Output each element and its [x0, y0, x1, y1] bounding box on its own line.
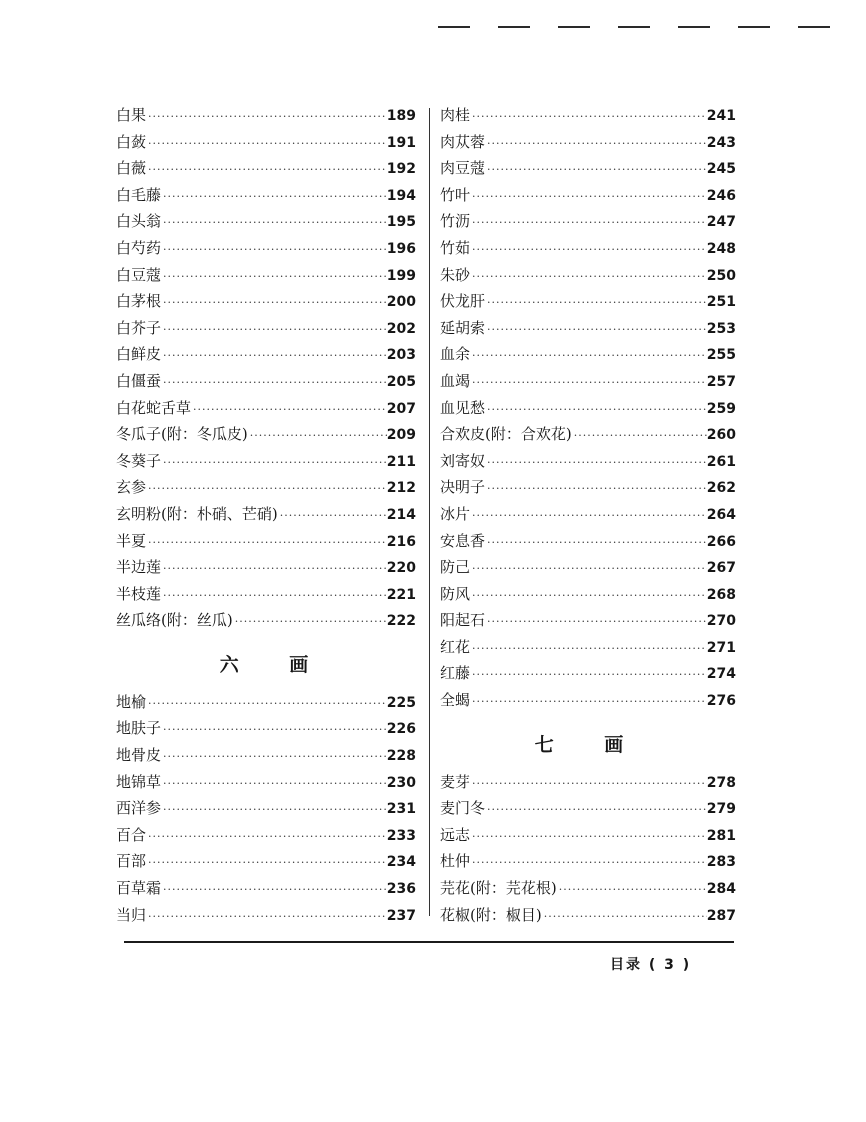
entry-title: 竹叶 [440, 185, 471, 204]
entry-page-number: 202 [386, 320, 416, 337]
toc-entry [440, 824, 736, 851]
dot-leader [146, 482, 387, 495]
entry-title: 肉豆蔻 [440, 159, 486, 178]
entry-page-number: 237 [386, 907, 416, 924]
entry-title: 半边莲 [116, 558, 162, 577]
toc-entry [440, 317, 736, 344]
entry-title: 白僵蚕 [116, 371, 162, 390]
toc-entry [116, 184, 416, 211]
dot-leader [470, 642, 707, 655]
toc-entry [116, 583, 416, 610]
dot-leader [161, 562, 387, 575]
dot-leader [485, 482, 707, 495]
toc-entry [116, 797, 416, 824]
dot-leader [161, 270, 387, 283]
entry-page-number: 192 [386, 161, 416, 178]
dot-leader [161, 216, 387, 229]
entry-title: 地锦草 [116, 772, 162, 791]
dot-leader [470, 856, 707, 869]
entry-page-number: 247 [706, 214, 736, 231]
entry-page-number: 225 [386, 694, 416, 711]
dot-leader [470, 270, 707, 283]
left-column [116, 104, 416, 930]
toc-entry [116, 744, 416, 771]
entry-page-number: 222 [386, 613, 416, 630]
entry-title: 白豆蔻 [116, 265, 162, 284]
dot-leader [470, 216, 707, 229]
entry-title: 安息香 [440, 531, 486, 550]
toc-entry [116, 104, 416, 131]
dot-leader [485, 323, 707, 336]
toc-entry [116, 476, 416, 503]
entry-title: 玄参 [116, 478, 147, 497]
dot-leader [557, 883, 707, 896]
entry-page-number: 261 [706, 453, 736, 470]
entry-page-number: 220 [386, 560, 416, 577]
entry-title: 决明子 [440, 478, 486, 497]
toc-entry [440, 904, 736, 931]
entry-title: 冰片 [440, 504, 471, 523]
dot-leader [161, 349, 387, 362]
entry-title: 阳起石 [440, 611, 486, 630]
entry-title: 血余 [440, 345, 471, 364]
column-divider [429, 108, 430, 916]
entry-title: 肉桂 [440, 106, 471, 124]
entry-page-number: 196 [386, 240, 416, 257]
right-entries-list-2 [440, 771, 736, 931]
entry-title: 防风 [440, 584, 471, 603]
entry-page-number: 248 [706, 240, 736, 257]
entry-title: 冬瓜子(附：冬瓜皮) [116, 425, 248, 444]
entry-title: 百部 [116, 852, 147, 871]
entry-title: 半夏 [116, 531, 147, 550]
dot-leader [470, 349, 707, 362]
entry-title: 防己 [440, 558, 471, 577]
entry-title: 地骨皮 [116, 746, 162, 765]
section-heading-six-strokes: 六 画 [219, 653, 331, 676]
entry-page-number: 209 [386, 427, 416, 444]
toc-entry [440, 343, 736, 370]
dot-leader [485, 163, 707, 176]
toc-entry [440, 797, 736, 824]
entry-page-number: 274 [706, 666, 736, 683]
entry-page-number: 236 [386, 881, 416, 898]
toc-entry [116, 771, 416, 798]
section-heading-seven-strokes: 七 画 [534, 733, 646, 756]
dot-leader [161, 376, 387, 389]
dot-leader [146, 163, 387, 176]
toc-entry [440, 877, 736, 904]
entry-title: 白蔹 [116, 132, 147, 151]
toc-entry [116, 423, 416, 450]
dot-leader [161, 456, 387, 469]
dot-leader [470, 376, 707, 389]
dot-leader [470, 668, 707, 681]
toc-entry [116, 317, 416, 344]
entry-page-number: 194 [386, 187, 416, 204]
dot-leader [470, 509, 707, 522]
entry-title: 远志 [440, 825, 471, 844]
dot-leader [470, 562, 707, 575]
toc-entry [440, 370, 736, 397]
toc-entry [116, 370, 416, 397]
toc-entry [116, 290, 416, 317]
toc-entry [116, 503, 416, 530]
entry-page-number: 255 [706, 347, 736, 364]
entry-title: 当归 [116, 905, 147, 924]
toc-entry [116, 210, 416, 237]
toc-entry [440, 636, 736, 663]
entry-title: 朱砂 [440, 265, 471, 284]
toc-entry [116, 691, 416, 718]
dot-leader [233, 615, 387, 628]
entry-page-number: 189 [386, 108, 416, 124]
entry-page-number: 214 [386, 506, 416, 523]
entry-page-number: 279 [706, 801, 736, 818]
entry-title: 白芥子 [116, 318, 162, 337]
toc-entry [440, 689, 736, 716]
entry-title: 竹沥 [440, 212, 471, 231]
dot-leader [572, 429, 707, 442]
toc-entry [116, 264, 416, 291]
entry-page-number: 203 [386, 347, 416, 364]
dot-leader [146, 536, 387, 549]
toc-entry [440, 157, 736, 184]
dot-leader [278, 509, 387, 522]
entry-title: 半枝莲 [116, 584, 162, 603]
toc-entry [116, 157, 416, 184]
dot-leader [470, 243, 707, 256]
entry-page-number: 221 [386, 586, 416, 603]
entry-title: 合欢皮(附：合欢花) [440, 425, 572, 444]
dot-leader [485, 137, 707, 150]
toc-entry [440, 530, 736, 557]
toc-entry [116, 343, 416, 370]
toc-entry [440, 290, 736, 317]
entry-title: 冬葵子 [116, 451, 162, 470]
entry-title: 白茅根 [116, 292, 162, 311]
entry-page-number: 262 [706, 480, 736, 497]
entry-page-number: 243 [706, 134, 736, 151]
entry-page-number: 267 [706, 560, 736, 577]
entry-page-number: 287 [706, 907, 736, 924]
toc-entry [116, 904, 416, 931]
bottom-rule [124, 941, 734, 943]
entry-page-number: 231 [386, 801, 416, 818]
entry-page-number: 271 [706, 639, 736, 656]
entry-page-number: 270 [706, 613, 736, 630]
entry-page-number: 253 [706, 320, 736, 337]
left-entries-list-2 [116, 691, 416, 930]
entry-page-number: 241 [706, 108, 736, 124]
toc-entry [440, 662, 736, 689]
entry-title: 麦门冬 [440, 799, 486, 818]
entry-title: 百草霜 [116, 879, 162, 898]
entry-title: 花椒(附：椒目) [440, 905, 542, 924]
toc-entry [116, 717, 416, 744]
toc-entry [440, 104, 736, 131]
toc-entry [440, 476, 736, 503]
dot-leader [161, 777, 387, 790]
entry-page-number: 278 [706, 774, 736, 791]
footer-page-number: ( 3 ) [648, 957, 692, 973]
footer-label: 目录 [610, 957, 642, 973]
dot-leader [470, 190, 707, 203]
dot-leader [191, 403, 387, 416]
entry-page-number: 205 [386, 373, 416, 390]
toc-entry [116, 237, 416, 264]
entry-title: 白芍药 [116, 238, 162, 257]
right-entries-list [440, 104, 736, 716]
dot-leader [542, 910, 707, 923]
dot-leader [161, 296, 387, 309]
entry-page-number: 283 [706, 854, 736, 871]
right-column [440, 104, 736, 930]
dot-leader [485, 296, 707, 309]
entry-page-number: 268 [706, 586, 736, 603]
entry-title: 玄明粉(附：朴硝、芒硝) [116, 504, 278, 523]
toc-entry [440, 237, 736, 264]
toc-entry [440, 556, 736, 583]
entry-title: 白薇 [116, 159, 147, 178]
entry-page-number: 200 [386, 294, 416, 311]
entry-page-number: 234 [386, 854, 416, 871]
entry-title: 全蝎 [440, 691, 471, 710]
entry-page-number: 199 [386, 267, 416, 284]
header-dashes [438, 26, 858, 30]
toc-entry [440, 503, 736, 530]
entry-page-number: 212 [386, 480, 416, 497]
entry-title: 伏龙肝 [440, 292, 486, 311]
entry-page-number: 211 [386, 453, 416, 470]
entry-title: 红藤 [440, 664, 471, 683]
entry-title: 白果 [116, 106, 147, 124]
toc-entry [440, 131, 736, 158]
toc-entry [440, 397, 736, 424]
entry-page-number: 250 [706, 267, 736, 284]
toc-entry [116, 530, 416, 557]
toc-entry [440, 583, 736, 610]
dot-leader [470, 777, 707, 790]
toc-entry [440, 264, 736, 291]
toc-entry [116, 850, 416, 877]
entry-title: 白毛藤 [116, 185, 162, 204]
toc-entry [440, 184, 736, 211]
entry-title: 白头翁 [116, 212, 162, 231]
entry-page-number: 259 [706, 400, 736, 417]
dot-leader [470, 589, 707, 602]
dot-leader [161, 750, 387, 763]
entry-title: 红花 [440, 637, 471, 656]
entry-page-number: 216 [386, 533, 416, 550]
dot-leader [161, 883, 387, 896]
entry-title: 西洋参 [116, 799, 162, 818]
entry-title: 白鲜皮 [116, 345, 162, 364]
dot-leader [146, 856, 387, 869]
dot-leader [161, 723, 387, 736]
dot-leader [146, 110, 387, 123]
dot-leader [146, 137, 387, 150]
dot-leader [485, 536, 707, 549]
entry-page-number: 276 [706, 693, 736, 710]
entry-page-number: 264 [706, 506, 736, 523]
entry-title: 肉苁蓉 [440, 132, 486, 151]
toc-entry [116, 877, 416, 904]
toc-entry [440, 850, 736, 877]
toc-entry [116, 824, 416, 851]
entry-page-number: 230 [386, 774, 416, 791]
dot-leader [470, 830, 707, 843]
dot-leader [161, 243, 387, 256]
entry-page-number: 251 [706, 294, 736, 311]
entry-page-number: 260 [706, 427, 736, 444]
entry-title: 百合 [116, 825, 147, 844]
dot-leader [161, 589, 387, 602]
entry-title: 地榆 [116, 692, 147, 711]
dot-leader [161, 190, 387, 203]
entry-page-number: 228 [386, 748, 416, 765]
toc-entry [116, 397, 416, 424]
entry-title: 血见愁 [440, 398, 486, 417]
entry-page-number: 233 [386, 827, 416, 844]
entry-title: 刘寄奴 [440, 451, 486, 470]
page-footer [610, 954, 691, 974]
dot-leader [470, 695, 707, 708]
entry-page-number: 191 [386, 134, 416, 151]
dot-leader [248, 429, 387, 442]
entry-page-number: 195 [386, 214, 416, 231]
toc-entry [440, 450, 736, 477]
dot-leader [485, 403, 707, 416]
toc-entry [440, 210, 736, 237]
dot-leader [146, 697, 387, 710]
toc-entry [440, 609, 736, 636]
entry-page-number: 207 [386, 400, 416, 417]
toc-entry [116, 556, 416, 583]
dot-leader [485, 803, 707, 816]
dot-leader [485, 456, 707, 469]
left-entries-list [116, 104, 416, 636]
entry-page-number: 281 [706, 827, 736, 844]
entry-title: 竹茹 [440, 238, 471, 257]
entry-title: 血竭 [440, 371, 471, 390]
entry-title: 白花蛇舌草 [116, 398, 192, 417]
dot-leader [470, 110, 707, 123]
entry-page-number: 246 [706, 187, 736, 204]
entry-title: 地肤子 [116, 719, 162, 738]
entry-title: 麦芽 [440, 772, 471, 791]
dot-leader [146, 830, 387, 843]
entry-title: 延胡索 [440, 318, 486, 337]
entry-page-number: 245 [706, 161, 736, 178]
entry-title: 杜仲 [440, 852, 471, 871]
toc-entry [440, 771, 736, 798]
entry-page-number: 257 [706, 373, 736, 390]
dot-leader [485, 615, 707, 628]
entry-title: 芫花(附：芫花根) [440, 879, 557, 898]
toc-entry [116, 609, 416, 636]
dot-leader [146, 910, 387, 923]
dot-leader [161, 323, 387, 336]
toc-entry [116, 450, 416, 477]
toc-entry [116, 131, 416, 158]
entry-title: 丝瓜络(附：丝瓜) [116, 611, 233, 630]
entry-page-number: 226 [386, 721, 416, 738]
dot-leader [161, 803, 387, 816]
entry-page-number: 266 [706, 533, 736, 550]
entry-page-number: 284 [706, 881, 736, 898]
toc-entry [440, 423, 736, 450]
